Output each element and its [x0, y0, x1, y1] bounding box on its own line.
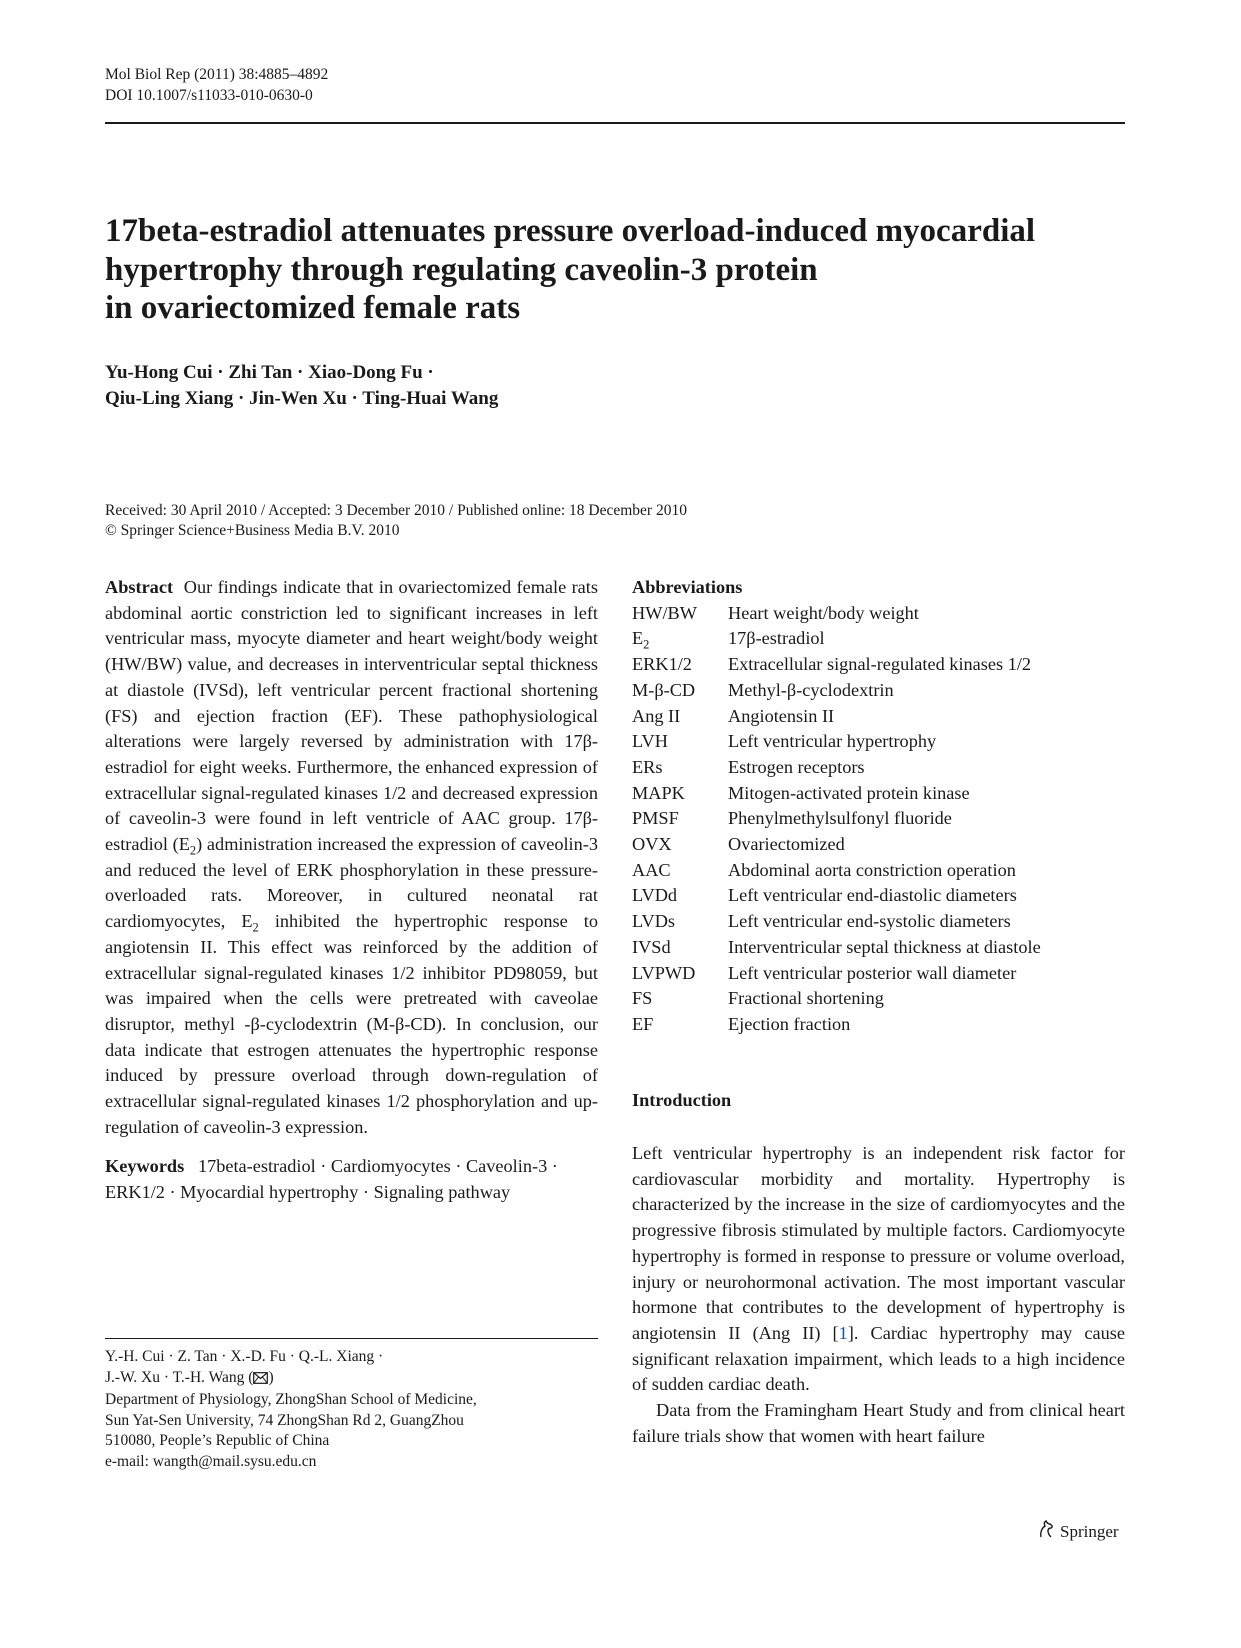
abbreviation-row: [632, 626, 1125, 652]
contact-email[interactable]: e-mail: wangth@mail.sysu.edu.cn: [105, 1452, 317, 1470]
abbreviation-term: M-β-CD: [632, 679, 696, 700]
abbreviation-term: FS: [632, 988, 653, 1009]
abbreviation-term: LVDd: [632, 885, 678, 906]
abbreviation-term: ERs: [632, 756, 663, 777]
abbreviation-term: $E_2$: [632, 628, 650, 653]
springer-horse-icon: [1036, 1519, 1056, 1544]
abbreviation-definition: Fractional shortening: [728, 988, 884, 1009]
abbreviation-definition: Heart weight/body weight: [728, 602, 919, 623]
journal-citation: Mol Biol Rep (2011) 38:4885–4892: [105, 66, 329, 83]
abbreviation-definition: Phenylmethylsulfonyl fluoride: [728, 808, 952, 829]
abbreviation-row: [632, 858, 1125, 884]
abbreviation-definition: Mitogen-activated protein kinase: [728, 782, 970, 803]
copyright: © Springer Science+Business Media B.V. 2010: [105, 522, 400, 539]
envelope-icon: [253, 1370, 268, 1391]
abbreviation-definition: Abdominal aorta constriction operation: [728, 859, 1016, 880]
abbreviation-term: PMSF: [632, 808, 679, 829]
abbreviation-row: [632, 781, 1125, 807]
abbreviation-definition: Left ventricular posterior wall diameter: [728, 962, 1017, 983]
abbreviation-term: ERK1/2: [632, 654, 692, 675]
abstract-label: Abstract: [105, 577, 174, 597]
affiliation-dept: Department of Physiology, ZhongShan School of Medicine,: [105, 1391, 477, 1408]
abbreviation-row: [632, 883, 1125, 909]
title-line: hypertrophy through regulating caveolin-3 protein: [105, 251, 818, 288]
abbreviation-definition: Ovariectomized: [728, 834, 845, 855]
affiliation-footnote: [105, 1347, 477, 1472]
affiliation-authors: Y.-H. Cui · Z. Tan · X.-D. Fu · Q.-L. Xiang ·: [105, 1348, 384, 1365]
keywords: [105, 1154, 598, 1205]
author-list: [105, 360, 498, 412]
abbreviation-term: LVPWD: [632, 962, 696, 983]
abbreviation-definition: Methyl-β-cyclodextrin: [728, 679, 894, 700]
left-column: [105, 575, 598, 1206]
introduction-heading: Introduction: [632, 1090, 732, 1110]
abbreviation-definition: Left ventricular end-systolic diameters: [728, 911, 1011, 932]
intro-paragraph: Left ventricular hypertrophy is an independent risk factor for cardiovascular morbidity and mortality. Hypertrophy is characterized by the increase in the size of cardiomyocytes and the progressive fibrosis stimulated by multiple factors. Cardiomyocyte hypertrophy is formed in response to pressure or volume overload, injury or neurohormonal activation. The most important vascular hormone that contributes to the development of hypertrophy is angiotensin II (Ang II) [1]. Cardiac hypertrophy may cause significant relaxation impairment, which leads to a high incidence of sudden cardiac death.: [632, 1143, 1125, 1395]
introduction-body: [632, 1141, 1125, 1449]
abbreviation-definition: Left ventricular hypertrophy: [728, 731, 937, 752]
publisher-logo: [1036, 1519, 1119, 1544]
abbreviation-definition: 17β-estradiol: [728, 628, 825, 649]
authors-line: Qiu-Ling Xiang · Jin-Wen Xu · Ting-Huai Wang: [105, 388, 499, 409]
abbreviation-term: LVDs: [632, 911, 676, 932]
title-line: in ovariectomized female rats: [105, 290, 521, 326]
subscript: 2: [643, 638, 650, 653]
citation-link[interactable]: 1: [838, 1322, 848, 1343]
abbreviation-row: [632, 909, 1125, 935]
authors-line: Yu-Hong Cui · Zhi Tan · Xiao-Dong Fu ·: [105, 362, 434, 383]
abbreviations-title: Abbreviations: [632, 577, 743, 597]
paper-title: [105, 212, 1105, 328]
abbreviation-row: [632, 806, 1125, 832]
abbreviation-definition: Left ventricular end-diastolic diameters: [728, 885, 1017, 906]
abbreviation-row: [632, 961, 1125, 987]
subscript: 2: [252, 920, 259, 935]
abbreviation-row: [632, 986, 1125, 1012]
abbreviation-row: [632, 755, 1125, 781]
affiliation-country: 510080, People’s Republic of China: [105, 1432, 330, 1449]
abbreviations-section: [632, 575, 1125, 1038]
abbreviation-term: Ang II: [632, 705, 681, 726]
abbreviation-row: [632, 704, 1125, 730]
subscript: 2: [189, 843, 197, 858]
publication-dates: [105, 501, 687, 541]
abbreviation-term: HW/BW: [632, 602, 697, 623]
abbreviation-row: [632, 601, 1125, 627]
abbreviation-row: [632, 935, 1125, 961]
keywords-text: 17beta-estradiol · Cardiomyocytes · Caveolin-3 · ERK1/2 · Myocardial hypertrophy · Signaling pathway: [105, 1156, 558, 1203]
history-dates: Received: 30 April 2010 / Accepted: 3 December 2010 / Published online: 18 December 2010: [105, 502, 687, 519]
abbreviation-definition: Ejection fraction: [728, 1013, 851, 1034]
header-rule: [105, 122, 1125, 124]
abstract-text: ) administration increased the expression of caveolin-3 and reduced the level of ERK phosphorylation in these pressure-overloaded rats. Moreover, in cultured neonatal rat cardiomyocytes, E: [105, 834, 598, 932]
journal-header: [105, 64, 328, 106]
abbreviation-row: [632, 1012, 1125, 1038]
abbreviation-term: MAPK: [632, 782, 685, 803]
abbreviation-definition: Interventricular septal thickness at diastole: [728, 936, 1041, 957]
title-line: 17beta-estradiol attenuates pressure overload-induced myocardial: [105, 213, 1036, 249]
intro-paragraph: Data from the Framingham Heart Study and from clinical heart failure trials show that women with heart failure: [632, 1400, 1125, 1446]
abbreviation-term: EF: [632, 1013, 654, 1034]
abbreviation-row: [632, 729, 1125, 755]
abstract-text: inhibited the hypertrophic response to angiotensin II. This effect was reinforced by the addition of extracellular signal-regulated kinases 1/2 inhibitor PD98059, but was impaired when the cells were pretreated with caveolae disruptor, methyl -β-cyclodextrin (M-β-CD). In conclusion, our data indicate that estrogen attenuates the hypertrophic response induced by pressure overload through down-regulation of extracellular signal-regulated kinases 1/2 phosphorylation and up-regulation of caveolin-3 expression.: [105, 911, 598, 1137]
abbreviation-row: [632, 652, 1125, 678]
affiliation-authors: J.-W. Xu · T.-H. Wang ( ): [105, 1368, 477, 1391]
abbreviation-list: [632, 601, 1125, 1038]
abstract: [105, 575, 598, 1140]
abbreviation-term: AAC: [632, 859, 671, 880]
abbreviation-term: LVH: [632, 731, 668, 752]
abbreviation-row: [632, 678, 1125, 704]
abstract-text: Our findings indicate that in ovariectomized female rats abdominal aortic constriction led to significant increases in left ventricular mass, myocyte diameter and heart weight/body weight (HW/BW) value, and decreases in interventricular septal thickness at diastole (IVSd), left ventricular percent fractional shortening (FS) and ejection fraction (EF). These pathophysiological alterations were largely reversed by administration with 17β-estradiol for eight weeks. Furthermore, the enhanced expression of extracellular signal-regulated kinases 1/2 and decreased expression of caveolin-3 were found in left ventricle of AAC group. 17β-estradiol (E: [105, 577, 598, 855]
abbreviation-term: OVX: [632, 834, 672, 855]
abbreviation-definition: Extracellular signal-regulated kinases 1/2: [728, 654, 1032, 675]
abbreviation-row: [632, 832, 1125, 858]
footnote-rule: [105, 1338, 598, 1339]
publisher-name: Springer: [1060, 1521, 1119, 1541]
abbreviation-definition: Estrogen receptors: [728, 756, 865, 777]
abbreviation-term: IVSd: [632, 936, 671, 957]
abbreviation-definition: Angiotensin II: [728, 705, 835, 726]
keywords-label: Keywords: [105, 1156, 185, 1177]
affiliation-address: Sun Yat-Sen University, 74 ZhongShan Rd 2, GuangZhou: [105, 1411, 464, 1429]
doi[interactable]: DOI 10.1007/s11033-010-0630-0: [105, 87, 313, 104]
